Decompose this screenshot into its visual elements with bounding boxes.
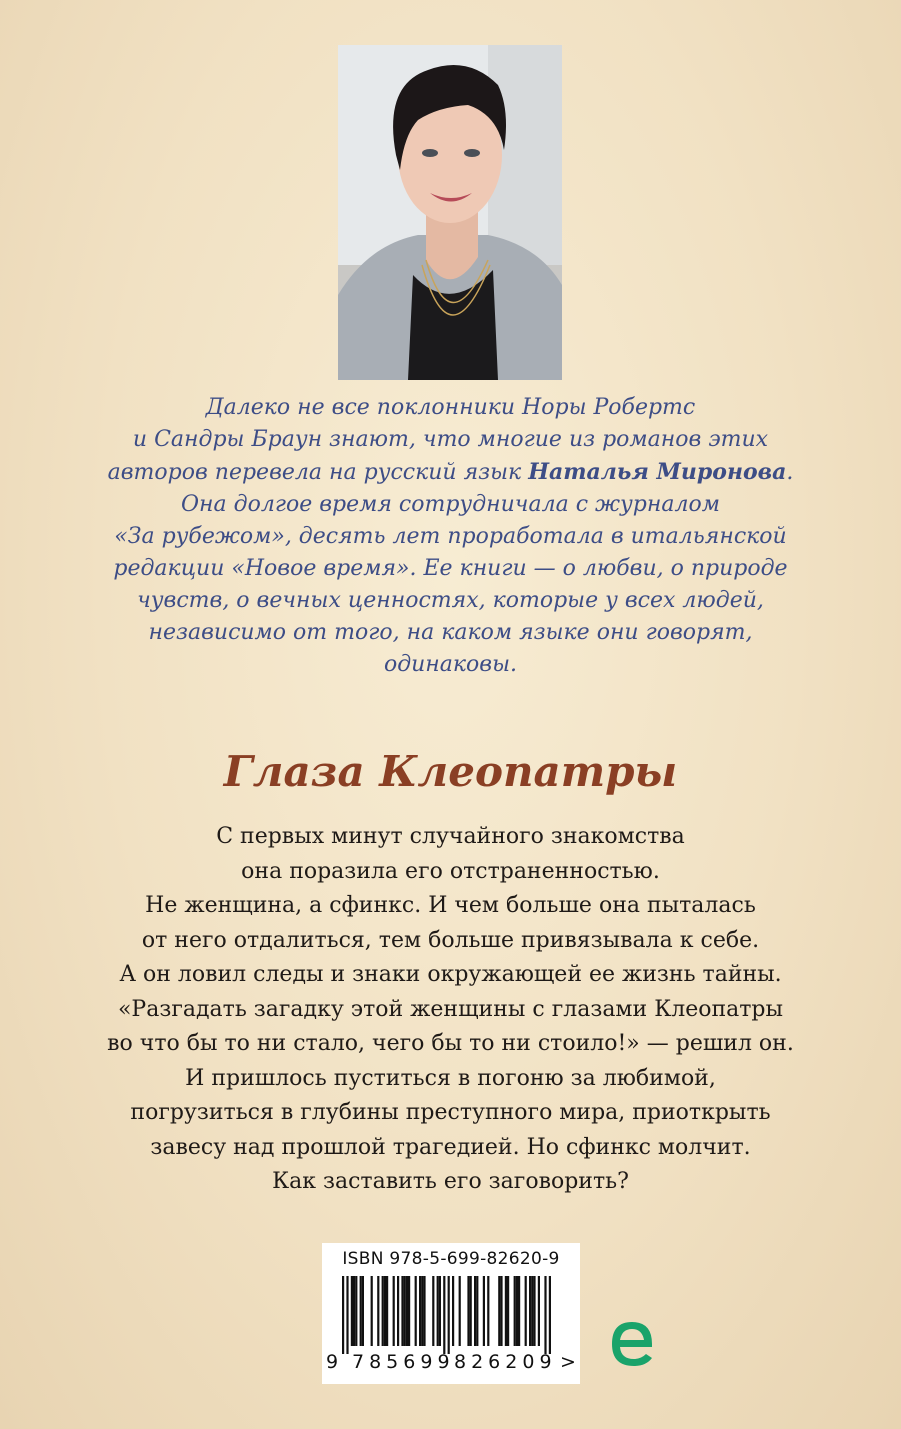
barcode-bar	[377, 1276, 379, 1346]
description-line: она поразила его отстраненностью.	[241, 858, 660, 884]
bio-line: редакции «Новое время». Ее книги — о любви, о природе	[113, 556, 788, 581]
barcode-bar	[408, 1276, 410, 1346]
barcode-bar	[432, 1276, 434, 1346]
barcode-bar	[401, 1276, 403, 1346]
description-line: завесу над прошлой трагедией. Но сфинкс молчит.	[150, 1134, 751, 1160]
barcode-bar	[419, 1276, 421, 1346]
barcode-bar	[538, 1276, 540, 1346]
ean-digit-group: 9	[326, 1351, 339, 1373]
description-line: С первых минут случайного знакомства	[216, 824, 685, 849]
barcode-bar	[474, 1276, 476, 1346]
barcode-bar	[404, 1276, 406, 1346]
barcode-bar	[518, 1276, 520, 1346]
barcode-bar	[362, 1276, 364, 1346]
description-line: И пришлось пуститься в погоню за любимой,	[185, 1065, 716, 1091]
barcode-bars-icon	[336, 1276, 566, 1354]
bio-line: одинаковы.	[383, 652, 518, 677]
barcode-bar	[476, 1276, 478, 1346]
barcode-bar	[452, 1276, 454, 1346]
barcode-bar	[507, 1276, 509, 1346]
author-photo	[338, 45, 562, 380]
isbn-label: ISBN 978-5-699-82620-9	[342, 1249, 560, 1269]
bio-line: «За рубежом», десять лет проработала в итальянской	[114, 524, 787, 549]
barcode-bar	[483, 1276, 485, 1346]
barcode-bar	[487, 1276, 489, 1346]
bio-line: Она долгое время сотрудничала с журналом	[181, 492, 720, 517]
description-line: погрузиться в глубины преступного мира, приоткрыть	[130, 1100, 771, 1125]
ean-digit-group: 826209	[454, 1351, 557, 1373]
barcode-bar	[498, 1276, 500, 1346]
barcode-bar	[382, 1276, 384, 1346]
author-bio	[60, 392, 841, 681]
barcode-bar	[500, 1276, 502, 1346]
barcode-bar	[448, 1276, 450, 1354]
book-description	[40, 820, 861, 1200]
barcode-bar	[443, 1276, 445, 1354]
barcode-bar	[415, 1276, 417, 1346]
barcode	[322, 1243, 580, 1384]
barcode-bar	[346, 1276, 348, 1354]
eksmo-logo-icon	[606, 1314, 658, 1372]
ean-digit-group: 785699	[352, 1351, 455, 1373]
barcode-bar	[525, 1276, 527, 1346]
barcode-bar	[386, 1276, 388, 1346]
bio-line: и Сандры Браун знают, что многие из романов этих	[132, 427, 769, 452]
description-line: от него отдалиться, тем больше привязывала к себе.	[141, 927, 760, 953]
description-line: Не женщина, а сфинкс. И чем больше она пыталась	[145, 893, 756, 918]
barcode-bar	[439, 1276, 441, 1346]
barcode-bar	[371, 1276, 373, 1346]
bio-line: авторов перевела на русский язык Наталья Миронова.	[107, 459, 794, 485]
barcode-bar	[467, 1276, 469, 1346]
barcode-bar	[459, 1276, 461, 1346]
description-line: во что бы то ни стало, чего бы то ни стоило!» — решил он.	[107, 1031, 794, 1056]
barcode-bar	[423, 1276, 425, 1346]
description-line: А он ловил следы и знаки окружающей ее жизнь тайны.	[119, 962, 782, 987]
barcode-bar	[353, 1276, 355, 1346]
bio-line: Далеко не все поклонники Норы Робертс	[205, 395, 696, 420]
barcode-bar	[342, 1276, 344, 1354]
barcode-bar	[393, 1276, 395, 1346]
barcode-bar	[397, 1276, 399, 1346]
author-name: Наталья Миронова	[528, 459, 787, 485]
barcode-bar	[544, 1276, 546, 1354]
barcode-bar	[529, 1276, 531, 1346]
barcode-bar	[531, 1276, 533, 1346]
bio-line: чувств, о вечных ценностях, которые у всех людей,	[137, 588, 764, 613]
barcode-bar	[549, 1276, 551, 1354]
ean-digit-group: >	[560, 1351, 576, 1373]
barcode-bar	[437, 1276, 439, 1346]
barcode-bar	[516, 1276, 518, 1346]
bio-line: независимо от того, на каком языке они говорят,	[148, 620, 753, 645]
description-line: Как заставить его заговорить?	[272, 1169, 629, 1194]
barcode-bar	[514, 1276, 516, 1346]
barcode-bar	[533, 1276, 535, 1346]
barcode-bar	[384, 1276, 386, 1346]
barcode-bar	[351, 1276, 353, 1346]
barcode-bar	[470, 1276, 472, 1346]
barcode-bar	[360, 1276, 362, 1346]
barcode-bar	[355, 1276, 357, 1346]
author-portrait-icon	[338, 45, 562, 380]
book-title: Глаза Клеопатры	[223, 747, 678, 796]
barcode-bar	[421, 1276, 423, 1346]
description-line: «Разгадать загадку этой женщины с глазами Клеопатры	[117, 996, 784, 1022]
barcode-bar	[505, 1276, 507, 1346]
barcode-bar	[406, 1276, 408, 1346]
